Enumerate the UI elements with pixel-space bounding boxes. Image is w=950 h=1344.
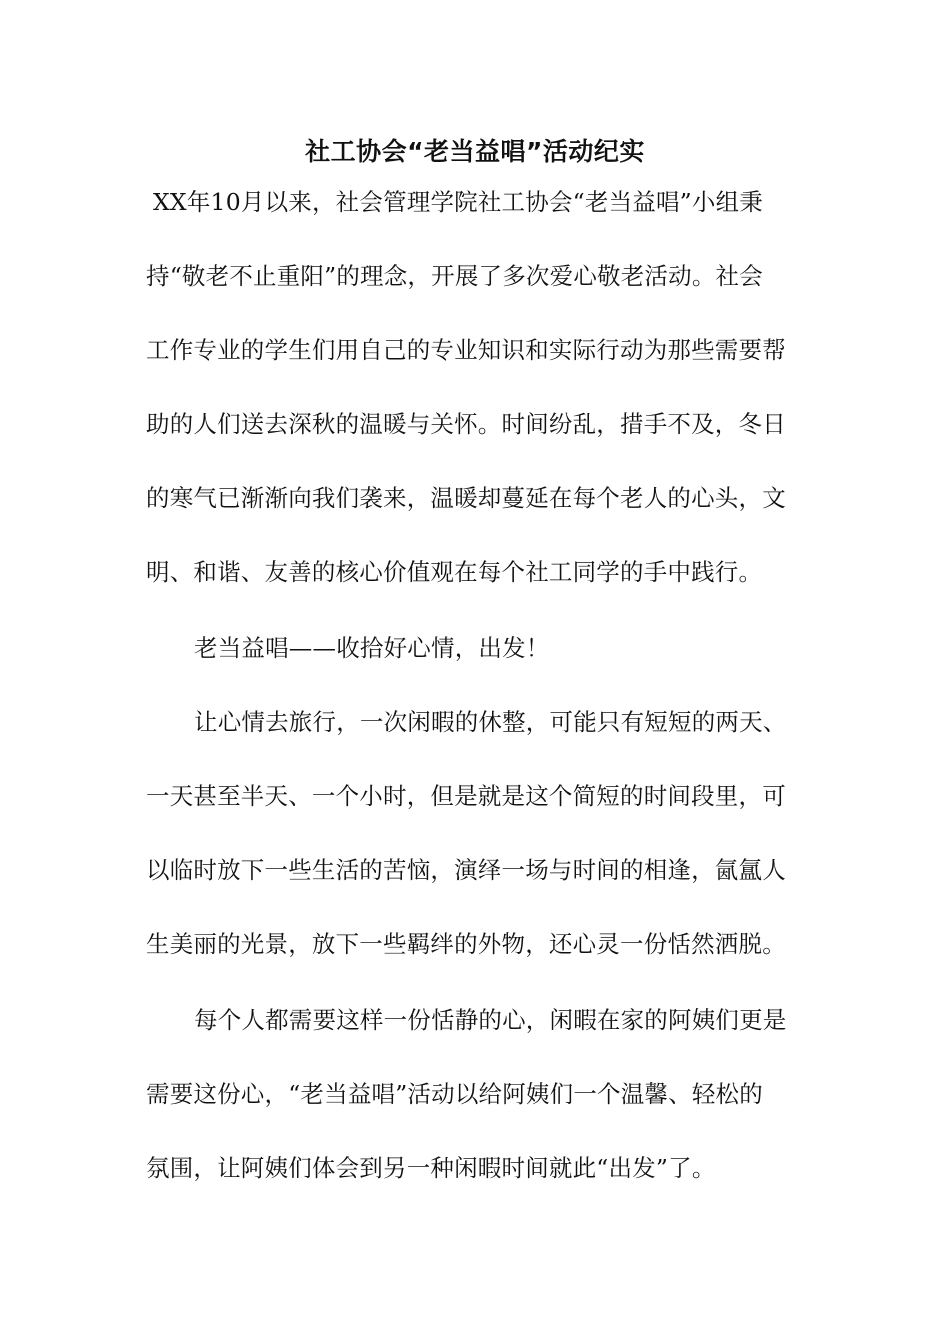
- paragraph-line: 需要这份心，“老当益唱”活动以给阿姨们一个温馨、轻松的: [146, 1080, 763, 1108]
- paragraph-line: 以临时放下一些生活的苦恼，演绎一场与时间的相逢，氤氲人: [146, 856, 786, 884]
- section-heading: 老当益唱——收拾好心情，出发！: [194, 634, 550, 662]
- paragraph-line: 持“敬老不止重阳”的理念，开展了多次爱心敬老活动。社会: [146, 262, 763, 290]
- paragraph-line: 让心情去旅行，一次闲暇的休整，可能只有短短的两天、: [194, 708, 787, 736]
- paragraph-line: 一天甚至半天、一个小时，但是就是这个简短的时间段里，可: [146, 782, 786, 810]
- paragraph-line: 生美丽的光景，放下一些羁绊的外物，还心灵一份恬然洒脱。: [146, 930, 786, 958]
- document-title: 社工协会“老当益唱”活动纪实: [305, 137, 645, 166]
- paragraph-line: 明、和谐、友善的核心价值观在每个社工同学的手中践行。: [146, 558, 763, 586]
- paragraph-line: 的寒气已渐渐向我们袭来，温暖却蔓延在每个老人的心头，文: [146, 484, 786, 512]
- paragraph-line: 每个人都需要这样一份恬静的心，闲暇在家的阿姨们更是: [194, 1006, 787, 1034]
- paragraph-line: 工作专业的学生们用自己的专业知识和实际行动为那些需要帮: [146, 336, 786, 364]
- paragraph-line: 氛围，让阿姨们体会到另一种闲暇时间就此“出发”了。: [146, 1154, 716, 1182]
- paragraph-line: 助的人们送去深秋的温暖与关怀。时间纷乱，措手不及，冬日: [146, 410, 786, 438]
- paragraph-line: XX年10月以来，社会管理学院社工协会“老当益唱”小组秉: [153, 188, 763, 216]
